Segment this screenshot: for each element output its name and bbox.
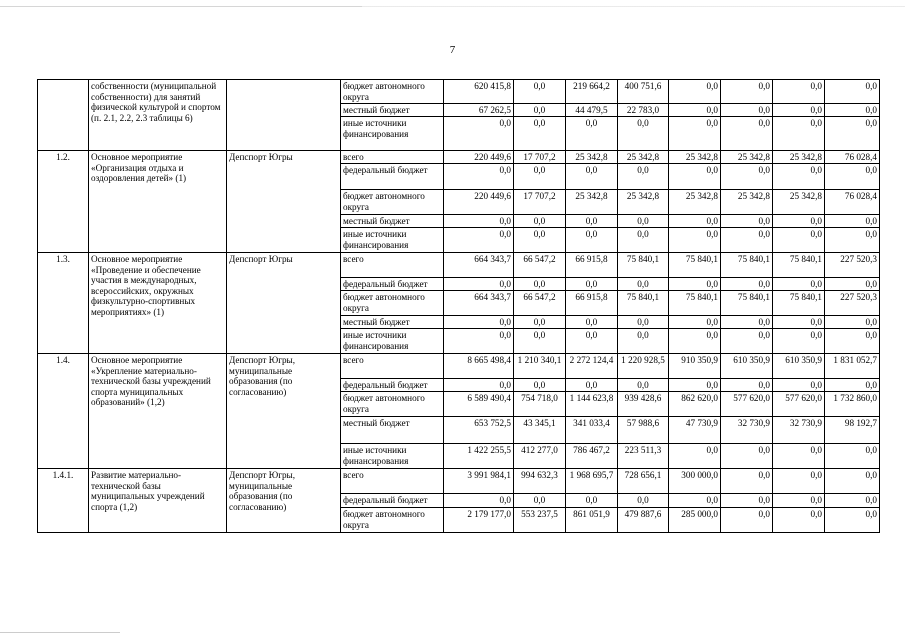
amount-cell: 0,0 <box>669 104 721 117</box>
amount-cell: 0,0 <box>825 379 880 392</box>
amount-cell: 0,0 <box>514 379 566 392</box>
amount-cell: 300 000,0 <box>669 469 721 494</box>
amount-cell: 0,0 <box>514 228 566 253</box>
funding-source: бюджет автономного округа <box>341 508 444 533</box>
amount-cell: 0,0 <box>825 164 880 190</box>
row-number: 1.3. <box>38 253 89 354</box>
amount-cell: 0,0 <box>669 117 721 151</box>
amount-cell: 66 915,8 <box>566 253 618 278</box>
amount-cell: 0,0 <box>721 228 773 253</box>
amount-cell: 0,0 <box>444 329 514 354</box>
amount-cell: 0,0 <box>566 494 618 508</box>
amount-cell: 285 000,0 <box>669 508 721 533</box>
measure-name: Основное мероприятие «Проведение и обеспечение участия в международных, всероссийских, окружных физкультурно-спортивных мероприятиях» (1) <box>89 253 227 354</box>
amount-cell: 0,0 <box>825 228 880 253</box>
amount-cell: 786 467,2 <box>566 444 618 469</box>
amount-cell: 43 345,1 <box>514 417 566 444</box>
amount-cell: 67 262,5 <box>444 104 514 117</box>
amount-cell: 2 179 177,0 <box>444 508 514 533</box>
funding-source: федеральный бюджет <box>341 379 444 392</box>
amount-cell: 0,0 <box>566 379 618 392</box>
funding-source: бюджет автономного округа <box>341 80 444 104</box>
amount-cell: 0,0 <box>566 228 618 253</box>
funding-source: федеральный бюджет <box>341 494 444 508</box>
amount-cell: 0,0 <box>669 80 721 104</box>
amount-cell: 0,0 <box>825 117 880 151</box>
measure-name: Развитие материально-технической базы муниципальных учреждений спорта (1,2) <box>89 469 227 533</box>
amount-cell: 0,0 <box>669 444 721 469</box>
amount-cell: 0,0 <box>444 164 514 190</box>
funding-source: федеральный бюджет <box>341 164 444 190</box>
amount-cell: 1 732 860,0 <box>825 392 880 417</box>
funding-source: местный бюджет <box>341 417 444 444</box>
amount-cell: 0,0 <box>721 215 773 228</box>
amount-cell: 0,0 <box>669 494 721 508</box>
amount-cell: 75 840,1 <box>773 291 825 316</box>
amount-cell: 227 520,3 <box>825 253 880 278</box>
amount-cell: 220 449,6 <box>444 151 514 164</box>
amount-cell: 0,0 <box>514 164 566 190</box>
amount-cell: 75 840,1 <box>618 291 669 316</box>
amount-cell: 0,0 <box>618 494 669 508</box>
amount-cell: 0,0 <box>669 228 721 253</box>
amount-cell: 57 988,6 <box>618 417 669 444</box>
amount-cell: 620 415,8 <box>444 80 514 104</box>
amount-cell: 0,0 <box>825 278 880 291</box>
amount-cell: 0,0 <box>825 215 880 228</box>
amount-cell: 0,0 <box>669 379 721 392</box>
amount-cell: 0,0 <box>514 494 566 508</box>
amount-cell: 0,0 <box>773 215 825 228</box>
amount-cell: 0,0 <box>669 278 721 291</box>
amount-cell: 25 342,8 <box>773 151 825 164</box>
amount-cell: 0,0 <box>773 329 825 354</box>
amount-cell: 0,0 <box>721 494 773 508</box>
amount-cell: 25 342,8 <box>721 151 773 164</box>
amount-cell: 0,0 <box>618 329 669 354</box>
amount-cell: 32 730,9 <box>721 417 773 444</box>
amount-cell: 0,0 <box>669 329 721 354</box>
amount-cell: 0,0 <box>618 117 669 151</box>
funding-source: местный бюджет <box>341 316 444 329</box>
amount-cell: 2 272 124,4 <box>566 354 618 379</box>
measure-name: Основное мероприятие «Укрепление материально-технической базы учреждений спорта муниципальных образований» (1,2) <box>89 354 227 469</box>
amount-cell: 994 632,3 <box>514 469 566 494</box>
amount-cell: 75 840,1 <box>773 253 825 278</box>
funding-source: иные источники финансирования <box>341 329 444 354</box>
funding-source: федеральный бюджет <box>341 278 444 291</box>
amount-cell: 0,0 <box>669 316 721 329</box>
amount-cell: 0,0 <box>566 329 618 354</box>
amount-cell: 0,0 <box>514 329 566 354</box>
amount-cell: 861 051,9 <box>566 508 618 533</box>
amount-cell: 1 422 255,5 <box>444 444 514 469</box>
budget-table <box>37 79 880 533</box>
amount-cell: 0,0 <box>825 444 880 469</box>
amount-cell: 939 428,6 <box>618 392 669 417</box>
amount-cell: 0,0 <box>618 228 669 253</box>
amount-cell: 0,0 <box>444 494 514 508</box>
amount-cell: 75 840,1 <box>618 253 669 278</box>
amount-cell: 664 343,7 <box>444 253 514 278</box>
amount-cell: 0,0 <box>566 316 618 329</box>
amount-cell: 3 991 984,1 <box>444 469 514 494</box>
amount-cell: 400 751,6 <box>618 80 669 104</box>
funding-source: иные источники финансирования <box>341 117 444 151</box>
amount-cell: 0,0 <box>825 494 880 508</box>
amount-cell: 0,0 <box>773 278 825 291</box>
amount-cell: 0,0 <box>721 444 773 469</box>
amount-cell: 0,0 <box>773 379 825 392</box>
amount-cell: 1 144 623,8 <box>566 392 618 417</box>
amount-cell: 0,0 <box>566 215 618 228</box>
executor: Депспорт Югры, муниципальные образования (по согласованию) <box>227 354 341 469</box>
amount-cell: 0,0 <box>825 508 880 533</box>
amount-cell: 341 033,4 <box>566 417 618 444</box>
amount-cell: 0,0 <box>773 316 825 329</box>
amount-cell: 25 342,8 <box>618 190 669 215</box>
amount-cell: 0,0 <box>773 104 825 117</box>
amount-cell: 0,0 <box>514 316 566 329</box>
amount-cell: 0,0 <box>721 80 773 104</box>
amount-cell: 1 968 695,7 <box>566 469 618 494</box>
measure-name: Основное мероприятие «Организация отдыха и оздоровления детей» (1) <box>89 151 227 253</box>
amount-cell: 0,0 <box>721 379 773 392</box>
row-number: 1.2. <box>38 151 89 253</box>
amount-cell: 223 511,3 <box>618 444 669 469</box>
amount-cell: 0,0 <box>566 278 618 291</box>
funding-source: всего <box>341 354 444 379</box>
amount-cell: 75 840,1 <box>669 291 721 316</box>
amount-cell: 227 520,3 <box>825 291 880 316</box>
row-number: 1.4. <box>38 354 89 469</box>
table-row <box>38 469 880 494</box>
amount-cell: 0,0 <box>566 164 618 190</box>
amount-cell: 0,0 <box>618 316 669 329</box>
measure-name: собственности (муниципальной собственности) для занятий физической культурой и спортом (п. 2.1, 2.2, 2.3 таблицы 6) <box>89 80 227 151</box>
executor: Депспорт Югры, муниципальные образования (по согласованию) <box>227 469 341 533</box>
amount-cell: 76 028,4 <box>825 190 880 215</box>
amount-cell: 0,0 <box>669 164 721 190</box>
amount-cell: 754 718,0 <box>514 392 566 417</box>
amount-cell: 25 342,8 <box>669 151 721 164</box>
amount-cell: 66 915,8 <box>566 291 618 316</box>
amount-cell: 0,0 <box>618 379 669 392</box>
amount-cell: 0,0 <box>514 104 566 117</box>
funding-source: бюджет автономного округа <box>341 291 444 316</box>
amount-cell: 610 350,9 <box>721 354 773 379</box>
amount-cell: 862 620,0 <box>669 392 721 417</box>
amount-cell: 0,0 <box>773 117 825 151</box>
amount-cell: 1 831 052,7 <box>825 354 880 379</box>
amount-cell: 8 665 498,4 <box>444 354 514 379</box>
amount-cell: 44 479,5 <box>566 104 618 117</box>
funding-source: бюджет автономного округа <box>341 190 444 215</box>
amount-cell: 219 664,2 <box>566 80 618 104</box>
amount-cell: 0,0 <box>721 316 773 329</box>
amount-cell: 0,0 <box>618 164 669 190</box>
amount-cell: 75 840,1 <box>669 253 721 278</box>
amount-cell: 17 707,2 <box>514 151 566 164</box>
amount-cell: 25 342,8 <box>566 151 618 164</box>
amount-cell: 664 343,7 <box>444 291 514 316</box>
table-row <box>38 253 880 278</box>
table-row <box>38 151 880 164</box>
amount-cell: 0,0 <box>721 104 773 117</box>
amount-cell: 25 342,8 <box>669 190 721 215</box>
amount-cell: 66 547,2 <box>514 253 566 278</box>
amount-cell: 0,0 <box>773 228 825 253</box>
funding-source: всего <box>341 253 444 278</box>
amount-cell: 0,0 <box>721 508 773 533</box>
amount-cell: 577 620,0 <box>721 392 773 417</box>
amount-cell: 610 350,9 <box>773 354 825 379</box>
amount-cell: 0,0 <box>444 117 514 151</box>
amount-cell: 0,0 <box>444 215 514 228</box>
amount-cell: 0,0 <box>566 117 618 151</box>
amount-cell: 6 589 490,4 <box>444 392 514 417</box>
table-row <box>38 354 880 379</box>
amount-cell: 728 656,1 <box>618 469 669 494</box>
amount-cell: 0,0 <box>514 278 566 291</box>
amount-cell: 47 730,9 <box>669 417 721 444</box>
amount-cell: 0,0 <box>514 80 566 104</box>
amount-cell: 0,0 <box>773 80 825 104</box>
funding-source: всего <box>341 151 444 164</box>
budget-table-body <box>38 80 880 533</box>
page-number: 7 <box>449 44 456 56</box>
amount-cell: 25 342,8 <box>721 190 773 215</box>
amount-cell: 0,0 <box>444 316 514 329</box>
scan-top-edge <box>0 6 905 7</box>
amount-cell: 412 277,0 <box>514 444 566 469</box>
amount-cell: 1 210 340,1 <box>514 354 566 379</box>
amount-cell: 0,0 <box>514 117 566 151</box>
amount-cell: 0,0 <box>825 316 880 329</box>
amount-cell: 98 192,7 <box>825 417 880 444</box>
amount-cell: 0,0 <box>618 215 669 228</box>
table-row <box>38 80 880 104</box>
executor: Депспорт Югры <box>227 151 341 253</box>
row-number <box>38 80 89 151</box>
funding-source: всего <box>341 469 444 494</box>
amount-cell: 653 752,5 <box>444 417 514 444</box>
amount-cell: 17 707,2 <box>514 190 566 215</box>
row-number: 1.4.1. <box>38 469 89 533</box>
amount-cell: 0,0 <box>825 469 880 494</box>
funding-source: местный бюджет <box>341 215 444 228</box>
amount-cell: 0,0 <box>444 278 514 291</box>
amount-cell: 0,0 <box>773 508 825 533</box>
amount-cell: 25 342,8 <box>773 190 825 215</box>
amount-cell: 0,0 <box>514 215 566 228</box>
amount-cell: 0,0 <box>721 469 773 494</box>
amount-cell: 479 887,6 <box>618 508 669 533</box>
amount-cell: 577 620,0 <box>773 392 825 417</box>
amount-cell: 910 350,9 <box>669 354 721 379</box>
scan-bottom-edge <box>0 632 120 633</box>
amount-cell: 0,0 <box>444 379 514 392</box>
amount-cell: 0,0 <box>721 164 773 190</box>
amount-cell: 0,0 <box>721 329 773 354</box>
funding-source: бюджет автономного округа <box>341 392 444 417</box>
amount-cell: 220 449,6 <box>444 190 514 215</box>
amount-cell: 0,0 <box>444 228 514 253</box>
amount-cell: 25 342,8 <box>618 151 669 164</box>
executor <box>227 80 341 151</box>
funding-source: иные источники финансирования <box>341 444 444 469</box>
amount-cell: 0,0 <box>773 494 825 508</box>
amount-cell: 0,0 <box>825 80 880 104</box>
amount-cell: 75 840,1 <box>721 291 773 316</box>
amount-cell: 0,0 <box>669 215 721 228</box>
amount-cell: 0,0 <box>618 278 669 291</box>
amount-cell: 66 547,2 <box>514 291 566 316</box>
amount-cell: 0,0 <box>825 104 880 117</box>
amount-cell: 32 730,9 <box>773 417 825 444</box>
amount-cell: 0,0 <box>773 469 825 494</box>
funding-source: иные источники финансирования <box>341 228 444 253</box>
amount-cell: 0,0 <box>773 164 825 190</box>
amount-cell: 1 220 928,5 <box>618 354 669 379</box>
funding-source: местный бюджет <box>341 104 444 117</box>
amount-cell: 0,0 <box>773 444 825 469</box>
executor: Депспорт Югры <box>227 253 341 354</box>
amount-cell: 22 783,0 <box>618 104 669 117</box>
amount-cell: 0,0 <box>825 329 880 354</box>
amount-cell: 0,0 <box>721 278 773 291</box>
amount-cell: 25 342,8 <box>566 190 618 215</box>
amount-cell: 75 840,1 <box>721 253 773 278</box>
amount-cell: 0,0 <box>721 117 773 151</box>
amount-cell: 553 237,5 <box>514 508 566 533</box>
amount-cell: 76 028,4 <box>825 151 880 164</box>
